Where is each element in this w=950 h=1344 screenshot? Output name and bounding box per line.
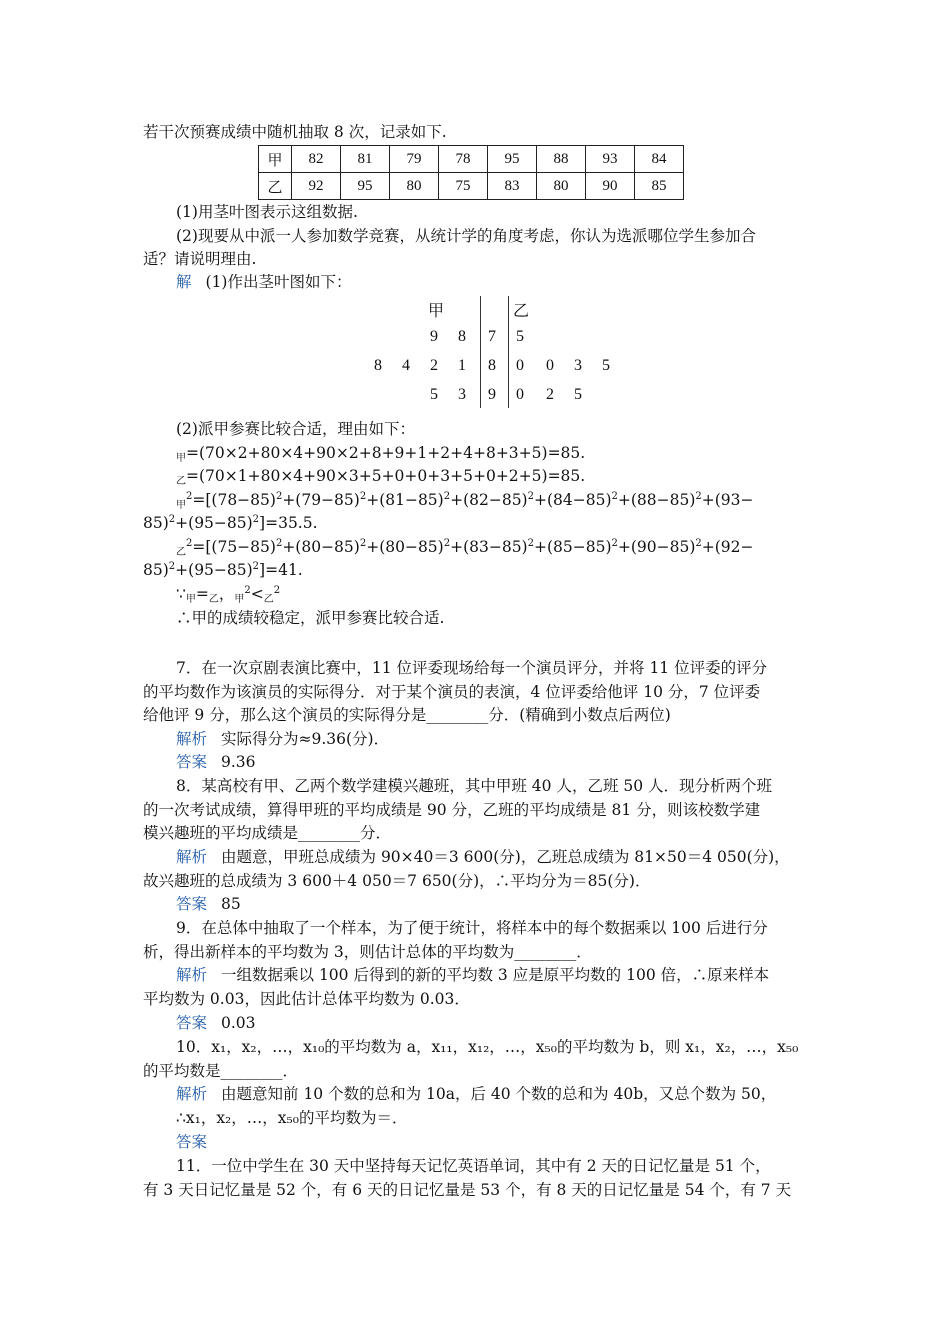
formula-text: +(80−85) xyxy=(282,538,360,556)
table-cell: 84 xyxy=(635,146,684,173)
answer-text: 85 xyxy=(221,895,241,913)
problem-8-answer xyxy=(176,893,241,915)
superscript: 2 xyxy=(359,538,367,549)
formula-text: =[(75−85) xyxy=(192,538,276,556)
comparison-line xyxy=(176,583,280,605)
formula-text: < xyxy=(250,585,264,603)
superscript: 2 xyxy=(168,561,176,572)
analysis-label: 解析 xyxy=(176,966,208,984)
subscript: 乙 xyxy=(176,547,186,558)
stem-leaf-right-header: 乙 xyxy=(513,303,530,320)
problem-9-answer xyxy=(176,1012,256,1034)
formula-text: =(70×2+80×4+90×2+8+9+1+2+4+8+3+5)=85. xyxy=(186,444,586,462)
subscript: 乙 xyxy=(208,594,219,605)
formula-text: +(82−85) xyxy=(450,491,528,509)
stem-divider-right xyxy=(508,296,509,408)
stem: 7 xyxy=(488,328,496,345)
superscript: 2 xyxy=(186,538,193,549)
answer-label: 答案 xyxy=(176,753,208,771)
analysis-text: 由题意知前 10 个数的总和为 10a，后 40 个数的总和为 40b，又总个数为 50， xyxy=(221,1085,777,1103)
leaf: 5 xyxy=(574,386,582,403)
problem-10-line-1: 10．x₁，x₂，…，x₁₀的平均数为 a，x₁₁，x₁₂，…，x₅₀的平均数为 b，则 x₁，x₂，…，x₅₀ xyxy=(176,1038,799,1056)
superscript: 2 xyxy=(168,514,176,525)
leaf: 0 xyxy=(516,357,524,374)
problem-7-answer xyxy=(176,751,256,773)
formula-text: +(84−85) xyxy=(533,491,612,509)
analysis-text: 由题意，甲班总成绩为 90×40＝3 600(分)，乙班总成绩为 81×50＝4 050(分)， xyxy=(221,848,790,866)
leaf: 0 xyxy=(546,357,554,374)
superscript: 2 xyxy=(527,538,534,549)
leaf: 2 xyxy=(546,386,554,403)
problem-8-line-1: 8．某高校有甲、乙两个数学建模兴趣班，其中甲班 40 人，乙班 50 人．现分析两个班 xyxy=(176,777,773,795)
analysis-label: 解析 xyxy=(176,730,208,748)
superscript: 2 xyxy=(359,491,367,502)
leaf: 1 xyxy=(458,357,466,374)
analysis-text: 一组数据乘以 100 后得到的新的平均数 3 应是原平均数的 100 倍，∴原来样本 xyxy=(221,966,770,984)
problem-8-analysis-1 xyxy=(176,846,790,868)
table-row xyxy=(259,173,684,200)
variance-jia-line-1 xyxy=(176,489,754,511)
formula-text: =[(78−85) xyxy=(192,491,276,509)
leaf: 9 xyxy=(430,328,438,345)
solution-label: 解 xyxy=(176,273,192,291)
formula-text: +(95−85) xyxy=(175,514,253,532)
formula-text: 85) xyxy=(143,561,169,579)
answer-label: 答案 xyxy=(176,1014,208,1032)
leaf: 3 xyxy=(458,386,466,403)
formula-text: ， xyxy=(218,585,235,603)
table-cell: 82 xyxy=(292,146,341,173)
superscript: 2 xyxy=(527,491,534,502)
problem-7-line-3: 给他评 9 分，那么这个演员的实际得分是________分．(精确到小数点后两位) xyxy=(143,706,671,724)
superscript: 2 xyxy=(611,491,618,502)
leaf: 3 xyxy=(574,357,582,374)
stem: 9 xyxy=(488,386,496,403)
superscript: 2 xyxy=(252,561,260,572)
problem-11-line-1: 11．一位中学生在 30 天中坚持每天记忆英语单词，其中有 2 天的日记忆量是 51 个， xyxy=(176,1157,771,1175)
table-cell: 95 xyxy=(341,173,390,200)
leaf: 8 xyxy=(374,357,382,374)
subscript: 甲 xyxy=(176,500,186,511)
stem-divider-left xyxy=(480,296,481,408)
problem-9-line-2: 析，得出新样本的平均数为 3，则估计总体的平均数为________． xyxy=(143,943,592,961)
problem-8-line-3: 模兴趣班的平均成绩是________分． xyxy=(143,824,392,842)
leaf: 4 xyxy=(402,357,410,374)
formula-text: = xyxy=(195,585,209,603)
problem-10-analysis-2: ∴x₁，x₂，…，x₅₀的平均数为＝． xyxy=(176,1109,408,1127)
problem-9-line-1: 9．在总体中抽取了一个样本，为了便于统计，将样本中的每个数据乘以 100 后进行分 xyxy=(176,919,768,937)
subscript: 甲 xyxy=(234,594,245,605)
problem-7-line-2: 的平均数作为该演员的实际得分．对于某个演员的表演，4 位评委给他评 10 分，7 位评委 xyxy=(143,683,761,701)
superscript: 2 xyxy=(443,538,451,549)
variance-yi-line-2 xyxy=(143,559,303,581)
answer-text: 9.36 xyxy=(221,753,256,771)
table-cell: 83 xyxy=(488,173,537,200)
table-cell: 95 xyxy=(488,146,537,173)
row-label: 乙 xyxy=(259,173,292,200)
problem-8-line-2: 的一次考试成绩，算得甲班的平均成绩是 90 分，乙班的平均成绩是 81 分，则该校数学建 xyxy=(143,801,761,819)
stem: 8 xyxy=(488,357,496,374)
solution-part-2: (2)派甲参赛比较合适，理由如下： xyxy=(176,420,415,438)
superscript: 2 xyxy=(695,491,702,502)
question-2-line-2: 适？请说明理由. xyxy=(143,250,257,268)
formula-text: +(81−85) xyxy=(366,491,444,509)
solution-part-1 xyxy=(176,271,351,293)
table-cell: 81 xyxy=(341,146,390,173)
row-label: 甲 xyxy=(259,146,292,173)
formula-text: =(70×1+80×4+90×3+5+0+0+3+5+0+2+5)=85. xyxy=(186,467,586,485)
superscript: 2 xyxy=(244,585,251,596)
conclusion-line: ∴甲的成绩较稳定，派甲参赛比较合适. xyxy=(176,609,445,627)
formula-text: ]=41. xyxy=(259,561,303,579)
table-cell: 79 xyxy=(390,146,439,173)
superscript: 2 xyxy=(252,514,260,525)
formula-text: 85) xyxy=(143,514,169,532)
because-symbol: ∵ xyxy=(176,585,186,603)
problem-10-line-2: 的平均数是________． xyxy=(143,1062,299,1080)
superscript: 2 xyxy=(443,491,451,502)
problem-10-answer xyxy=(176,1131,221,1153)
formula-text: ]=35.5. xyxy=(259,514,318,532)
answer-text: 0.03 xyxy=(221,1014,256,1032)
analysis-text: 实际得分为≈9.36(分)． xyxy=(221,730,390,748)
problem-8-analysis-2: 故兴趣班的总成绩为 3 600＋4 050＝7 650(分)，∴平均分为＝85(分)． xyxy=(143,872,651,890)
mean-jia xyxy=(176,442,585,464)
table-cell: 75 xyxy=(439,173,488,200)
table-cell: 80 xyxy=(537,173,586,200)
stem-leaf-plot xyxy=(360,292,630,412)
leaf: 5 xyxy=(516,328,524,345)
table-cell: 78 xyxy=(439,146,488,173)
leaf: 2 xyxy=(430,357,438,374)
superscript: 2 xyxy=(273,585,281,596)
leaf: 0 xyxy=(516,386,524,403)
formula-text: +(95−85) xyxy=(175,561,253,579)
table-cell: 93 xyxy=(586,146,635,173)
variance-yi-line-1 xyxy=(176,536,754,558)
mean-yi xyxy=(176,465,585,487)
formula-text: +(93− xyxy=(701,491,754,509)
solution-text: (1)作出茎叶图如下： xyxy=(205,273,352,291)
superscript: 2 xyxy=(695,538,702,549)
leaf: 5 xyxy=(602,357,610,374)
superscript: 2 xyxy=(186,491,193,502)
formula-text: +(88−85) xyxy=(617,491,696,509)
intro-text: 若干次预赛成绩中随机抽取 8 次，记录如下. xyxy=(143,123,447,141)
formula-text: +(90−85) xyxy=(617,538,696,556)
question-1: (1)用茎叶图表示这组数据. xyxy=(176,203,358,221)
subscript: 乙 xyxy=(263,594,274,605)
leaf: 5 xyxy=(430,386,438,403)
superscript: 2 xyxy=(275,491,283,502)
table-cell: 80 xyxy=(390,173,439,200)
superscript: 2 xyxy=(611,538,618,549)
answer-label: 答案 xyxy=(176,895,208,913)
subscript: 乙 xyxy=(176,476,186,487)
superscript: 2 xyxy=(275,538,283,549)
analysis-label: 解析 xyxy=(176,848,208,866)
table-row xyxy=(259,146,684,173)
problem-9-analysis-1 xyxy=(176,964,769,986)
subscript: 甲 xyxy=(176,453,186,464)
table-cell: 92 xyxy=(292,173,341,200)
problem-9-analysis-2: 平均数为 0.03，因此估计总体平均数为 0.03． xyxy=(143,990,470,1008)
problem-11-line-2: 有 3 天日记忆量是 52 个，有 6 天的日记忆量是 53 个，有 8 天的日记忆量是 54 个，有 7 天 xyxy=(143,1181,792,1199)
analysis-label: 解析 xyxy=(176,1085,208,1103)
stem-leaf-left-header: 甲 xyxy=(428,303,445,320)
leaf: 8 xyxy=(458,328,466,345)
formula-text: +(92− xyxy=(701,538,754,556)
problem-10-analysis-1 xyxy=(176,1083,776,1105)
scores-table xyxy=(258,145,684,200)
table-cell: 90 xyxy=(586,173,635,200)
variance-jia-line-2 xyxy=(143,512,318,534)
formula-text: +(79−85) xyxy=(282,491,360,509)
formula-text: +(83−85) xyxy=(450,538,528,556)
problem-7-line-1: 7．在一次京剧表演比赛中，11 位评委现场给每一个演员评分，并将 11 位评委的评分 xyxy=(176,659,768,677)
formula-text: +(85−85) xyxy=(533,538,612,556)
table-cell: 85 xyxy=(635,173,684,200)
question-2-line-1: (2)现要从中派一人参加数学竞赛，从统计学的角度考虑，你认为选派哪位学生参加合 xyxy=(176,227,756,245)
formula-text: +(80−85) xyxy=(366,538,444,556)
subscript: 甲 xyxy=(185,594,196,605)
answer-label: 答案 xyxy=(176,1133,208,1151)
table-cell: 88 xyxy=(537,146,586,173)
problem-7-analysis xyxy=(176,728,389,750)
